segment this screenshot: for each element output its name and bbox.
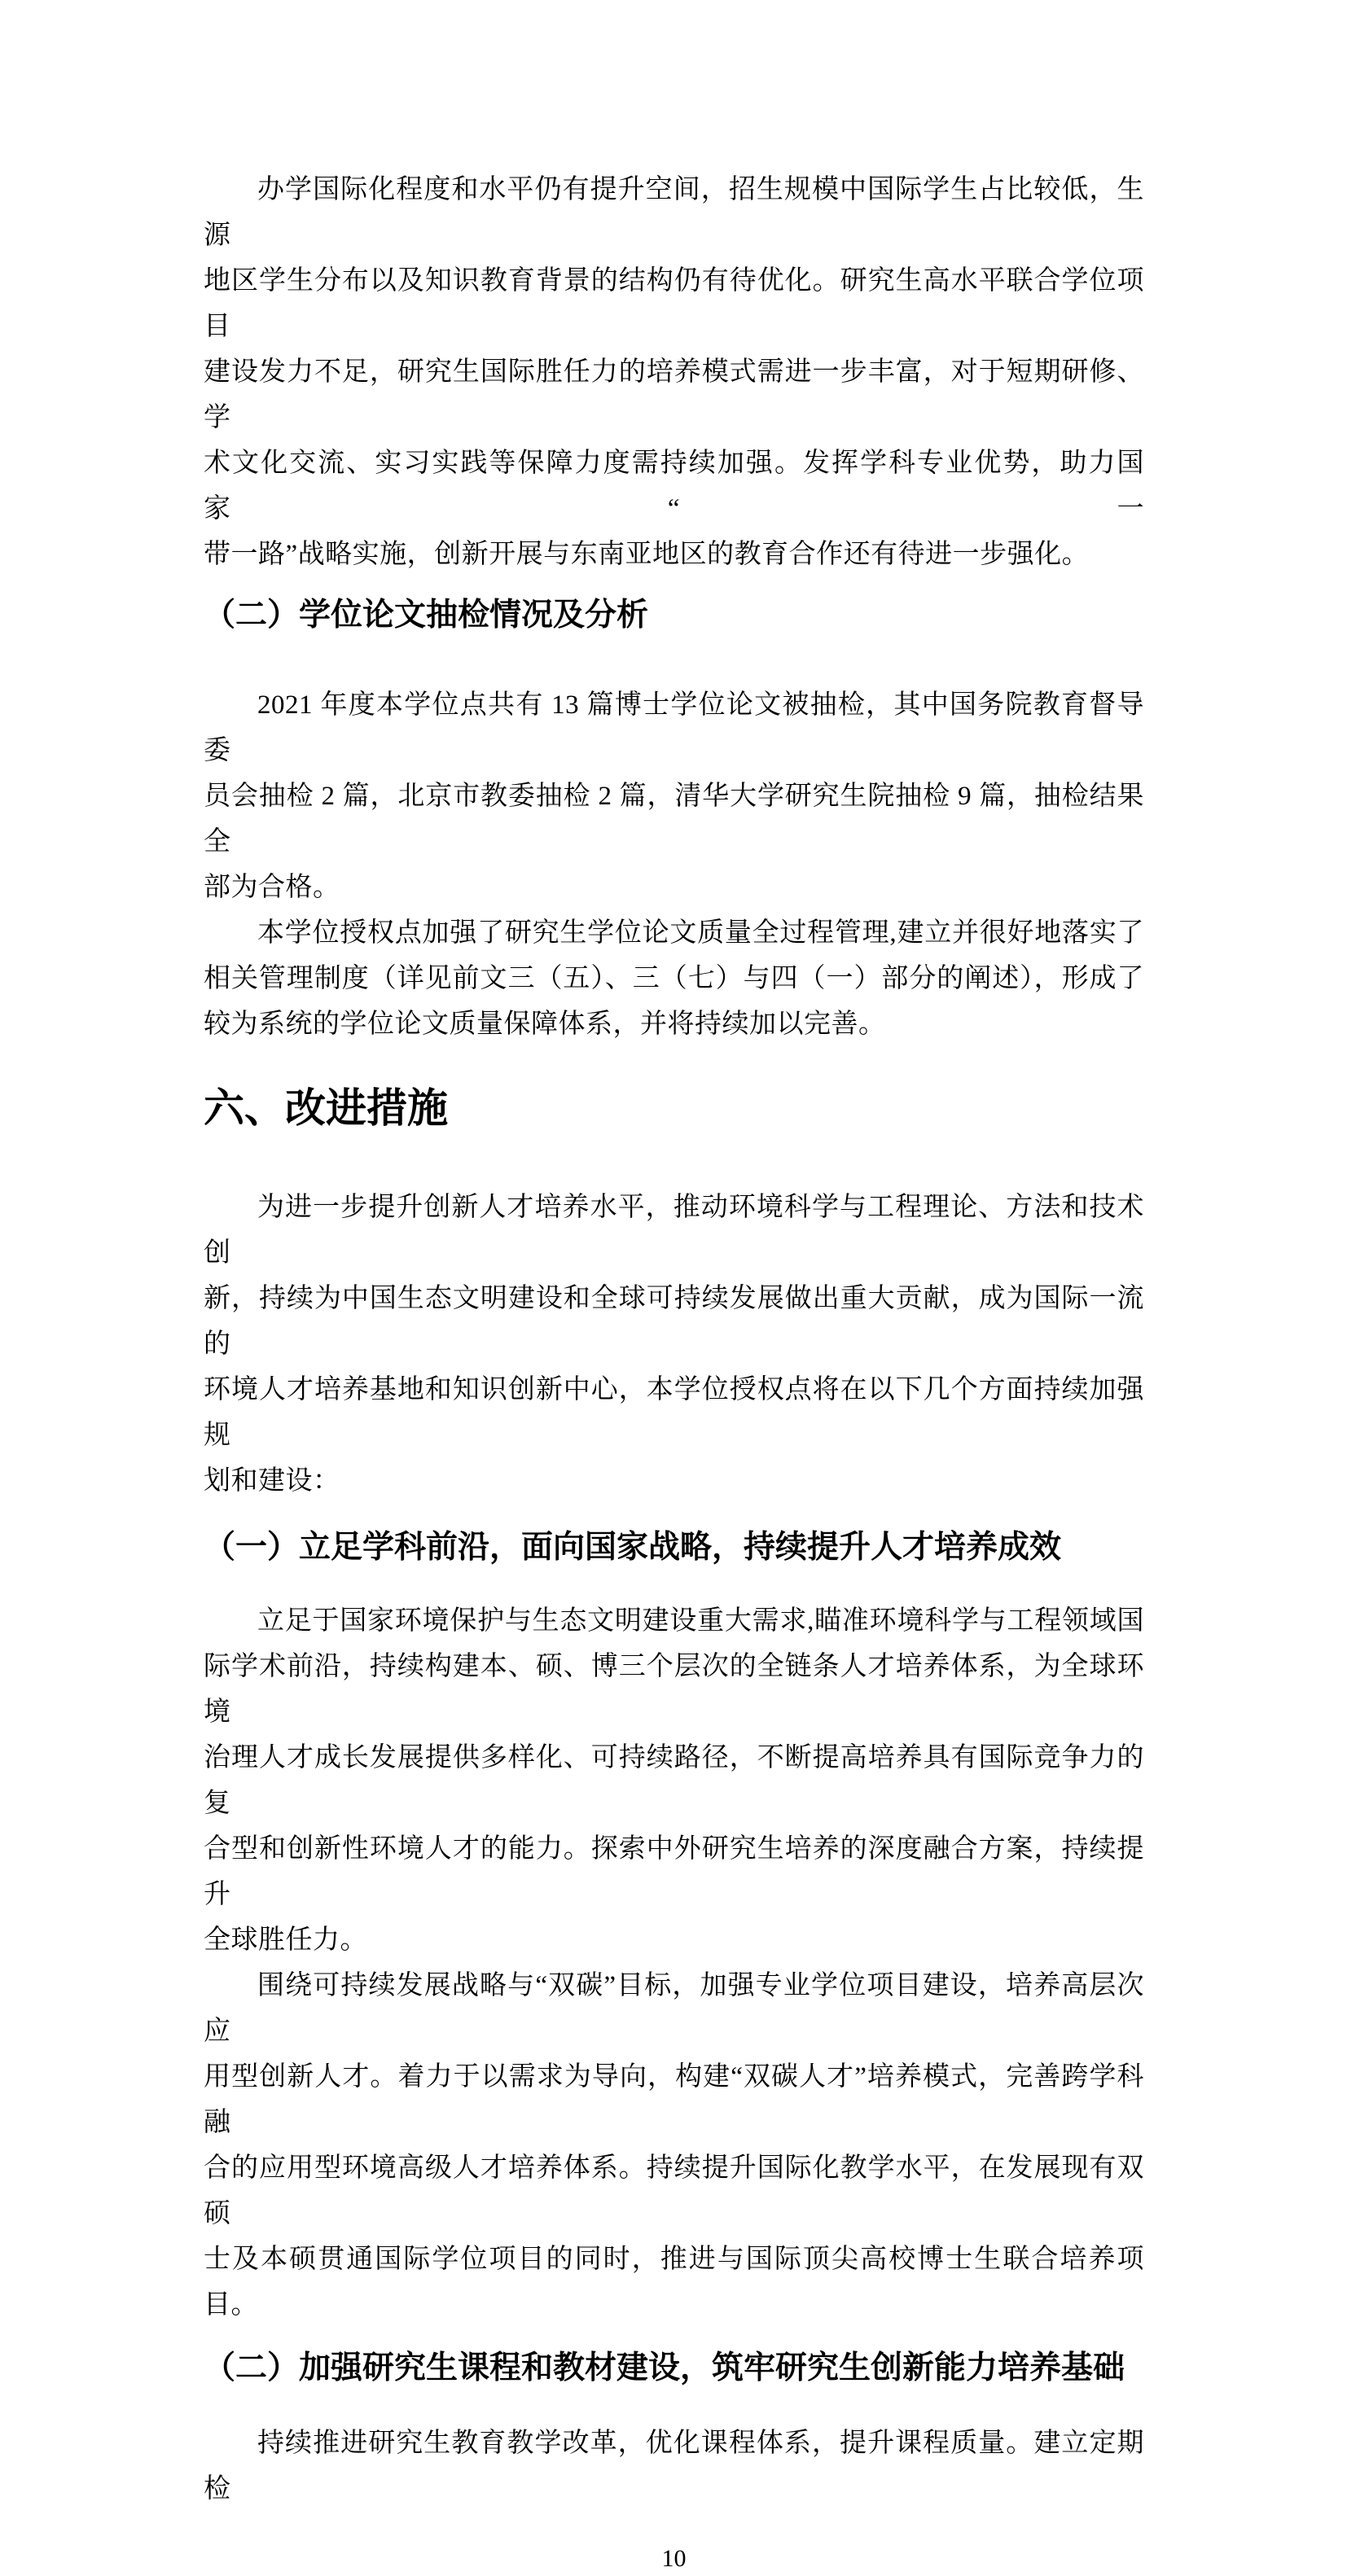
para-spot-check-results-line-2: 员会抽检 2 篇，北京市教委抽检 2 篇，清华大学研究生院抽检 9 篇，抽检结果全 — [204, 782, 1144, 856]
para-spot-check-results — [204, 682, 1144, 910]
para-internationalization-gap-line-5: 带一路”战略实施，创新开展与东南亚地区的教育合作还有待进一步强化。 — [204, 540, 1090, 569]
para-dual-carbon-line-1: 围绕可持续发展战略与“双碳”目标，加强专业学位项目建设，培养高层次应 — [204, 1971, 1144, 2046]
para-quality-management-line-2: 相关管理制度（详见前文三（五）、三（七）与四（一）部分的阐述），形成了 — [204, 964, 1144, 993]
para-talent-cultivation-line-4: 合型和创新性环境人才的能力。探索中外研究生培养的深度融合方案，持续提升 — [204, 1834, 1144, 1909]
para-quality-management — [204, 910, 1144, 1047]
para-internationalization-gap-line-4: 术文化交流、实习实践等保障力度需持续加强。发挥学科专业优势，助力国家“一 — [204, 449, 1144, 524]
para-internationalization-gap-line-2: 地区学生分布以及知识教育背景的结构仍有待优化。研究生高水平联合学位项目 — [204, 266, 1144, 341]
para-talent-cultivation-line-5: 全球胜任力。 — [204, 1925, 367, 1955]
para-quality-management-line-3: 较为系统的学位论文质量保障体系，并将持续加以完善。 — [204, 1010, 886, 1039]
para-spot-check-results-line-1: 2021 年度本学位点共有 13 篇博士学位论文被抽检，其中国务院教育督导委 — [204, 690, 1144, 765]
para-dual-carbon — [204, 1963, 1144, 2328]
para-internationalization-gap — [204, 167, 1144, 577]
para-dual-carbon-line-3: 合的应用型环境高级人才培养体系。持续提升国际化教学水平，在发展现有双硕 — [204, 2153, 1144, 2228]
document-content — [204, 167, 1144, 2512]
para-improvement-intro-line-1: 为进一步提升创新人才培养水平，推动环境科学与工程理论、方法和技术创 — [204, 1193, 1144, 1268]
para-talent-cultivation-line-2: 际学术前沿，持续构建本、硕、博三个层次的全链条人才培养体系，为全球环境 — [204, 1652, 1144, 1727]
para-curriculum-reform-line-1: 持续推进研究生教育教学改革，优化课程体系，提升课程质量。建立定期检 — [204, 2429, 1144, 2504]
para-quality-management-line-1: 本学位授权点加强了研究生学位论文质量全过程管理,建立并很好地落实了 — [257, 918, 1144, 948]
heading-improvement-measures: 六、改进措施 — [204, 1085, 448, 1131]
para-talent-cultivation-line-1: 立足于国家环境保护与生态文明建设重大需求,瞄准环境科学与工程领域国 — [257, 1606, 1144, 1636]
para-talent-cultivation-line-3: 治理人才成长发展提供多样化、可持续路径，不断提高培养具有国际竞争力的复 — [204, 1743, 1144, 1818]
para-improvement-intro-line-2: 新，持续为中国生态文明建设和全球可持续发展做出重大贡献，成为国际一流的 — [204, 1284, 1144, 1359]
heading-thesis-spot-check: （二）学位论文抽检情况及分析 — [204, 598, 649, 633]
heading-curriculum-construction: （二）加强研究生课程和教材建设，筑牢研究生创新能力培养基础 — [204, 2350, 1125, 2385]
para-internationalization-gap-line-3: 建设发力不足，研究生国际胜任力的培养模式需进一步丰富，对于短期研修、学 — [204, 357, 1144, 432]
heading-discipline-frontier: （一）立足学科前沿，面向国家战略，持续提升人才培养成效 — [204, 1530, 1062, 1565]
para-dual-carbon-line-4: 士及本硕贯通国际学位项目的同时，推进与国际顶尖高校博士生联合培养项目。 — [204, 2245, 1144, 2320]
page-number: 10 — [661, 2545, 687, 2572]
para-talent-cultivation — [204, 1598, 1144, 1963]
para-dual-carbon-line-2: 用型创新人才。着力于以需求为导向，构建“双碳人才”培养模式，完善跨学科融 — [204, 2062, 1144, 2137]
page-footer — [204, 2542, 1144, 2576]
para-internationalization-gap-line-1: 办学国际化程度和水平仍有提升空间，招生规模中国际学生占比较低，生源 — [204, 175, 1144, 250]
para-improvement-intro-line-3: 环境人才培养基地和知识创新中心，本学位授权点将在以下几个方面持续加强规 — [204, 1375, 1144, 1450]
para-improvement-intro-line-4: 划和建设： — [204, 1466, 340, 1496]
para-spot-check-results-line-3: 部为合格。 — [204, 873, 340, 902]
para-curriculum-reform — [204, 2420, 1144, 2512]
para-improvement-intro — [204, 1185, 1144, 1504]
